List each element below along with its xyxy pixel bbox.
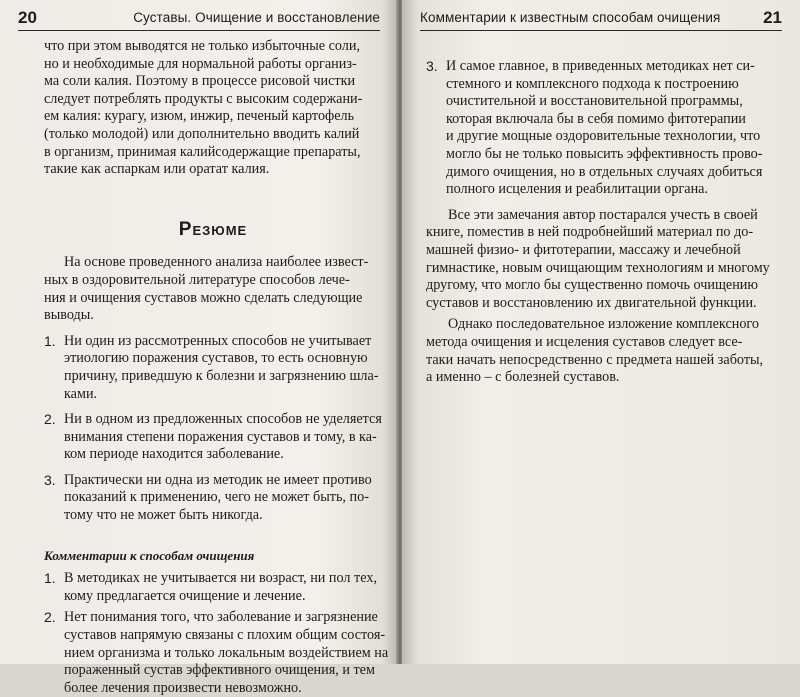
text-line: суставов и восстановлению их двигательной функции. [426,294,757,311]
text-line: В методиках не учитывается ни возраст, ни пол тех, [64,570,378,587]
text-line: ных в оздоровительной литературе способов лече- [44,271,350,288]
comments-heading: Комментарии к способам очищения [44,547,255,563]
item-number: 2. [44,411,56,428]
text-line: ками. [64,385,98,402]
text-line: ния и очищения суставов можно сделать следующие [44,289,363,306]
text-line: такие как аспаркам или оратат калия. [44,161,270,178]
item-number: 2. [44,609,56,626]
left-page [0,0,398,696]
text-line: машней физио- и фитотерапии, массажу и лечебной [426,241,741,258]
text-line: которая включала бы в себя помимо фитотерапии [446,110,746,127]
text-line: Все эти замечания автор постарался учесть в своей [448,206,758,223]
text-line: но и необходимые для нормальной работы организ- [44,55,357,72]
left-page-body [44,38,389,697]
text-line: книге, поместив в ней подробнейший материал по до- [426,224,754,241]
text-line: полного исцеления и реабилитации органа. [446,181,709,198]
text-line: (только молодой) или дополнительно вводить калий [44,125,360,142]
text-line: выводы. [44,307,94,324]
intro-paragraph [44,38,382,179]
text-line: причину, приведшую к болезни и загрязнению шла- [64,367,379,384]
text-line: Ни один из рассмотренных способов не учитывает [64,332,372,349]
left-page-header [18,6,380,31]
item-number: 3. [44,471,56,488]
text-line: показаний к применению, чего не может быть, по- [64,489,369,506]
page-number: 20 [18,8,37,27]
text-line: гимнастике, новым очищающим технологиям и многому [426,259,770,276]
text-line: суставов напрямую связаны с плохим общим состоя- [64,627,386,644]
running-head: Комментарии к известным способам очищения [420,10,721,25]
text-line: тому что не может быть никогда. [64,507,263,524]
text-line: следует потреблять продукты с высоким содержани- [44,90,363,107]
text-line: ма соли калия. Поэтому в процессе рисовой чистки [44,73,356,90]
right-page-body [426,58,778,387]
text-line: Ни в одном из предложенных способов не уделяется [64,411,382,428]
text-line: внимания степени поражения суставов и тому, в ка- [64,428,377,445]
comment-item [44,609,389,697]
text-line: в организм, принимая калийсодержащие препараты, [44,143,361,160]
comment-item [426,58,778,199]
body-paragraph [426,207,778,313]
text-line: другому, что могло бы существенно помочь очищению [426,277,758,294]
text-line: метода очищения и исцеления суставов следует все- [426,333,743,350]
page-number: 21 [763,8,782,27]
comment-item [44,570,382,605]
text-line: этиологию поражения суставов, то есть основную [64,350,368,367]
right-page [402,0,800,664]
running-head: Суставы. Очищение и восстановление [133,10,380,25]
text-line: ком периоде находится заболевание. [64,446,284,463]
text-line: ем калия: курагу, изюм, инжир, печеный картофель [44,108,355,125]
text-line: Практически ни одна из методик не имеет противо [64,471,372,488]
summary-paragraph [44,254,382,324]
conclusion-item [44,411,382,464]
right-page-header [420,6,782,31]
item-number: 3. [426,58,438,74]
text-line: Нет понимания того, что заболевание и загрязнение [64,609,378,626]
text-line: а именно – с болезней суставов. [426,369,620,386]
text-line: На основе проведенного анализа наиболее извест- [64,254,369,271]
text-line: могло бы не только повысить эффективность прово- [446,145,763,162]
text-line: таки начать непосредственно с предмета нашей заботы, [426,351,764,368]
text-line: очистительной и восстановительной программы, [446,93,743,110]
section-heading: Резюме [178,218,248,240]
conclusion-item [44,333,382,403]
text-line: более лечения произвести невозможно. [64,679,302,696]
text-line: димого очищения, но в отдельных случаях добиться [446,163,763,180]
text-line: стемного и комплексного подхода к построению [446,75,739,92]
text-line: пораженный сустав эффективного очищения, и тем [64,662,375,679]
text-line: что при этом выводятся не только избыточные соли, [44,38,361,54]
body-paragraph [426,316,778,386]
text-line: нием организма и только локальным воздействием на [64,644,389,661]
item-number: 1. [44,570,56,587]
item-number: 1. [44,332,56,349]
text-line: кому предлагается очищение и лечение. [64,587,306,604]
text-line: И самое главное, в приведенных методиках нет си- [446,58,755,74]
text-line: и другие мощные оздоровительные технологии, что [446,128,761,145]
text-line: Однако последовательное изложение комплексного [448,316,759,333]
conclusion-item [44,472,382,525]
